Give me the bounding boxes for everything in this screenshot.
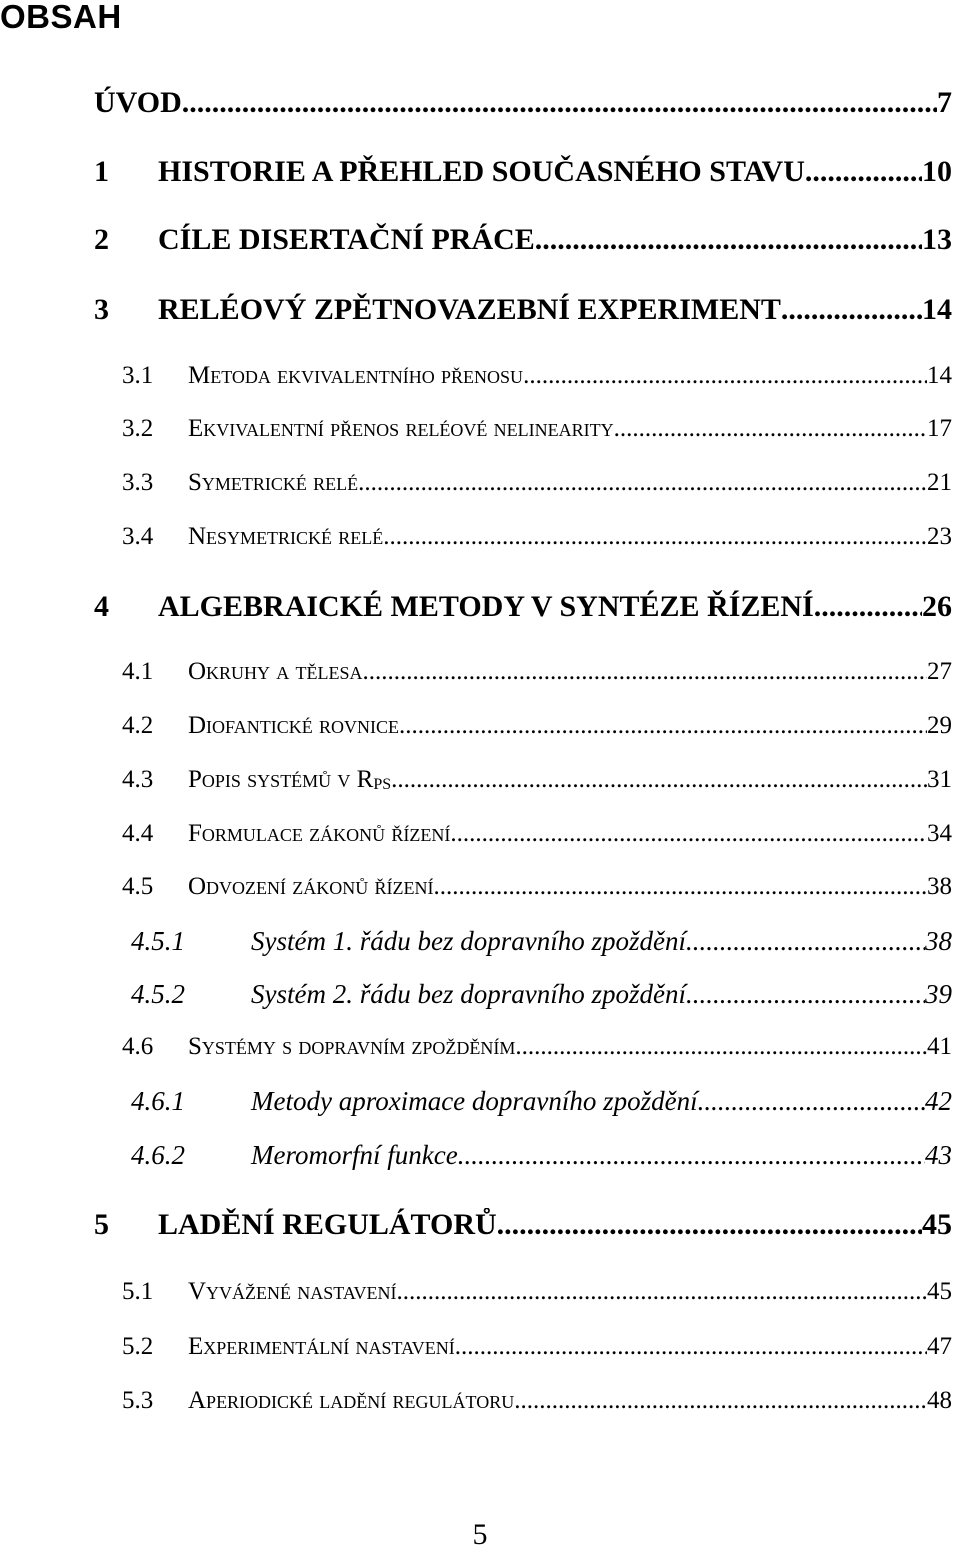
toc-entry-title-text: Okruhy a tělesa xyxy=(188,658,363,685)
toc-entry-number: 4.5.2 xyxy=(131,979,185,1009)
dot-leader xyxy=(450,820,927,848)
toc-entry-title-text: Popis systémů v R xyxy=(188,766,374,793)
toc-entry-page: 38 xyxy=(925,926,952,956)
toc-entry-number: 5 xyxy=(94,1208,109,1241)
toc-entry-page: 27 xyxy=(927,658,952,685)
toc-entry-title-text: Systém 1. řádu bez dopravního zpoždění xyxy=(251,926,686,956)
dot-leader xyxy=(614,415,927,443)
toc-entry-title-text: Formulace zákonů řízení xyxy=(188,820,451,847)
toc-entry[interactable] xyxy=(122,820,952,848)
toc-entry-number: 4.6.2 xyxy=(131,1140,185,1170)
toc-entry-number: 3.2 xyxy=(122,415,154,442)
toc-entry-title xyxy=(188,523,383,551)
toc-entry[interactable] xyxy=(94,223,952,257)
toc-entry-title-text: Nesymetrické relé xyxy=(188,523,384,550)
dot-leader xyxy=(781,293,922,327)
toc-entry[interactable] xyxy=(122,712,952,740)
toc-entry-subscript: PS xyxy=(373,776,392,793)
toc-entry-title xyxy=(158,1208,497,1242)
toc-entry-number: 4.1 xyxy=(122,658,154,685)
toc-entry[interactable] xyxy=(122,1278,952,1306)
dot-leader xyxy=(514,1387,927,1415)
toc-entry-page: 7 xyxy=(937,86,952,119)
toc-entry-number: 5.3 xyxy=(122,1387,154,1414)
toc-entry-title xyxy=(188,658,363,686)
toc-entry-number: 3.1 xyxy=(122,362,154,389)
toc-entry-number: 3 xyxy=(94,293,109,326)
toc-entry[interactable] xyxy=(122,523,952,551)
toc-entry[interactable] xyxy=(94,155,952,189)
toc-entry[interactable] xyxy=(122,1033,952,1061)
toc-entry[interactable] xyxy=(94,293,952,327)
dot-leader xyxy=(805,155,922,189)
toc-entry-page: 10 xyxy=(922,155,952,188)
toc-entry-title-text: RELÉOVÝ ZPĚTNOVAZEBNÍ EXPERIMENT xyxy=(158,293,781,326)
toc-entry-page: 14 xyxy=(927,362,952,389)
dot-leader xyxy=(515,1033,927,1061)
dot-leader xyxy=(814,590,922,624)
toc-entry-title-text: Odvození zákonů řízení xyxy=(188,873,434,900)
toc-entry-number: 2 xyxy=(94,223,109,256)
toc-entry-title xyxy=(158,293,781,327)
toc-entry-title-text: ALGEBRAICKÉ METODY V SYNTÉZE ŘÍZENÍ xyxy=(158,590,814,623)
toc-entry[interactable] xyxy=(94,1208,952,1242)
toc-entry-number: 4.2 xyxy=(122,712,154,739)
toc-entry[interactable] xyxy=(122,1387,952,1415)
toc-entry[interactable] xyxy=(131,1086,952,1117)
toc-entry-title-text: ÚVOD xyxy=(94,86,182,119)
dot-leader xyxy=(535,223,922,257)
toc-entry-number: 4.3 xyxy=(122,766,154,793)
toc-entry-title xyxy=(158,590,814,624)
toc-entry-page: 23 xyxy=(927,523,952,550)
toc-entry-title-text: Symetrické relé xyxy=(188,469,359,496)
toc-entry-title-text: Systémy s dopravním zpožděním xyxy=(188,1033,516,1060)
toc-entry[interactable] xyxy=(122,415,952,443)
toc-entry-title xyxy=(251,1086,698,1117)
toc-entry-page: 29 xyxy=(927,712,952,739)
toc-entry-number: 1 xyxy=(94,155,109,188)
toc-entry-title-text: CÍLE DISERTAČNÍ PRÁCE xyxy=(158,223,535,256)
toc-entry-number: 3.3 xyxy=(122,469,154,496)
toc-entry-page: 48 xyxy=(927,1387,952,1414)
toc-entry-page: 21 xyxy=(927,469,952,496)
dot-leader xyxy=(391,766,927,794)
dot-leader xyxy=(686,979,925,1010)
toc-entry-title-text: Diofantické rovnice xyxy=(188,712,399,739)
toc-entry-title xyxy=(188,1033,515,1061)
dot-leader xyxy=(523,362,927,390)
toc-entry-number: 4.5 xyxy=(122,873,154,900)
toc-entry-page: 31 xyxy=(927,766,952,793)
toc-entry-title xyxy=(188,712,399,740)
toc-entry-number: 4.5.1 xyxy=(131,926,185,956)
toc-entry[interactable] xyxy=(122,1333,952,1361)
toc-entry-title xyxy=(158,223,535,257)
toc-entry-title-text: Vyvážené nastavení xyxy=(188,1278,397,1305)
toc-entry-number: 4 xyxy=(94,590,109,623)
toc-entry-title xyxy=(251,979,686,1010)
toc-entry-title-text: Meromorfní funkce xyxy=(251,1140,458,1170)
page-number: 5 xyxy=(472,1518,488,1551)
toc-entry-page: 38 xyxy=(927,873,952,900)
toc-entry-title-text: Ekvivalentní přenos reléové nelinearity xyxy=(188,415,614,442)
toc-entry-page: 43 xyxy=(925,1140,952,1170)
toc-entry-title xyxy=(188,415,614,443)
toc-entry-title xyxy=(188,469,358,497)
dot-leader xyxy=(686,926,925,957)
toc-entry-title-text: HISTORIE A PŘEHLED SOUČASNÉHO STAVU xyxy=(158,155,805,188)
toc-entry-title-text: Aperiodické ladění regulátoru xyxy=(188,1387,515,1414)
toc-entry-title-text: Metody aproximace dopravního zpoždění xyxy=(251,1086,698,1116)
toc-entry-page: 14 xyxy=(922,293,952,326)
toc-entry[interactable] xyxy=(122,469,952,497)
toc-entry-number: 5.2 xyxy=(122,1333,154,1360)
toc-entry-number: 4.6 xyxy=(122,1033,154,1060)
dot-leader xyxy=(434,873,927,901)
toc-entry[interactable] xyxy=(94,590,952,624)
toc-entry-title xyxy=(188,1333,455,1361)
toc-entry-title-text: LADĚNÍ REGULÁTORŮ xyxy=(158,1208,497,1241)
toc-entry[interactable] xyxy=(131,979,952,1010)
dot-leader xyxy=(497,1208,922,1242)
dot-leader xyxy=(363,658,927,686)
toc-entry-number: 4.4 xyxy=(122,820,154,847)
toc-entry-page: 45 xyxy=(927,1278,952,1305)
dot-leader xyxy=(358,469,927,497)
dot-leader xyxy=(458,1140,925,1171)
toc-entry-page: 45 xyxy=(922,1208,952,1241)
toc-entry-page: 39 xyxy=(925,979,952,1009)
dot-leader xyxy=(399,712,927,740)
toc-entry-page: 42 xyxy=(925,1086,952,1116)
toc-entry-title xyxy=(251,926,686,957)
dot-leader xyxy=(698,1086,925,1117)
toc-entry-number: 5.1 xyxy=(122,1278,154,1305)
toc-entry-title-text: Systém 2. řádu bez dopravního zpoždění xyxy=(251,979,686,1009)
toc-entry[interactable] xyxy=(94,86,952,120)
toc-heading: OBSAH xyxy=(0,0,122,35)
toc-entry-title xyxy=(158,155,805,189)
toc-entry-page: 13 xyxy=(922,223,952,256)
toc-entry-title xyxy=(251,1140,458,1171)
dot-leader xyxy=(182,86,937,120)
dot-leader xyxy=(383,523,927,551)
toc-entry[interactable] xyxy=(131,1140,952,1171)
toc-entry-title xyxy=(188,362,523,390)
toc-entry-page: 41 xyxy=(927,1033,952,1060)
toc-entry-number: 3.4 xyxy=(122,523,154,550)
toc-entry-title-text: Metoda ekvivalentního přenosu xyxy=(188,362,524,389)
dot-leader xyxy=(455,1333,927,1361)
toc-entry[interactable] xyxy=(122,873,952,901)
toc-entry-title xyxy=(188,873,434,901)
toc-entry-title xyxy=(188,1387,514,1415)
toc-entry-title xyxy=(94,86,182,120)
toc-entry-page: 26 xyxy=(922,590,952,623)
toc-entry-number: 4.6.1 xyxy=(131,1086,185,1116)
toc-entry[interactable] xyxy=(122,766,952,794)
toc-entry-title-text: Experimentální nastavení xyxy=(188,1333,455,1360)
toc-entry-page: 47 xyxy=(927,1333,952,1360)
dot-leader xyxy=(397,1278,927,1306)
toc-entry[interactable] xyxy=(122,658,952,686)
toc-entry-title xyxy=(188,1278,397,1306)
toc-entry-page: 17 xyxy=(927,415,952,442)
toc-entry[interactable] xyxy=(122,362,952,390)
toc-entry-title xyxy=(188,766,391,794)
toc-entry-title xyxy=(188,820,450,848)
toc-entry[interactable] xyxy=(131,926,952,957)
toc-entry-page: 34 xyxy=(927,820,952,847)
